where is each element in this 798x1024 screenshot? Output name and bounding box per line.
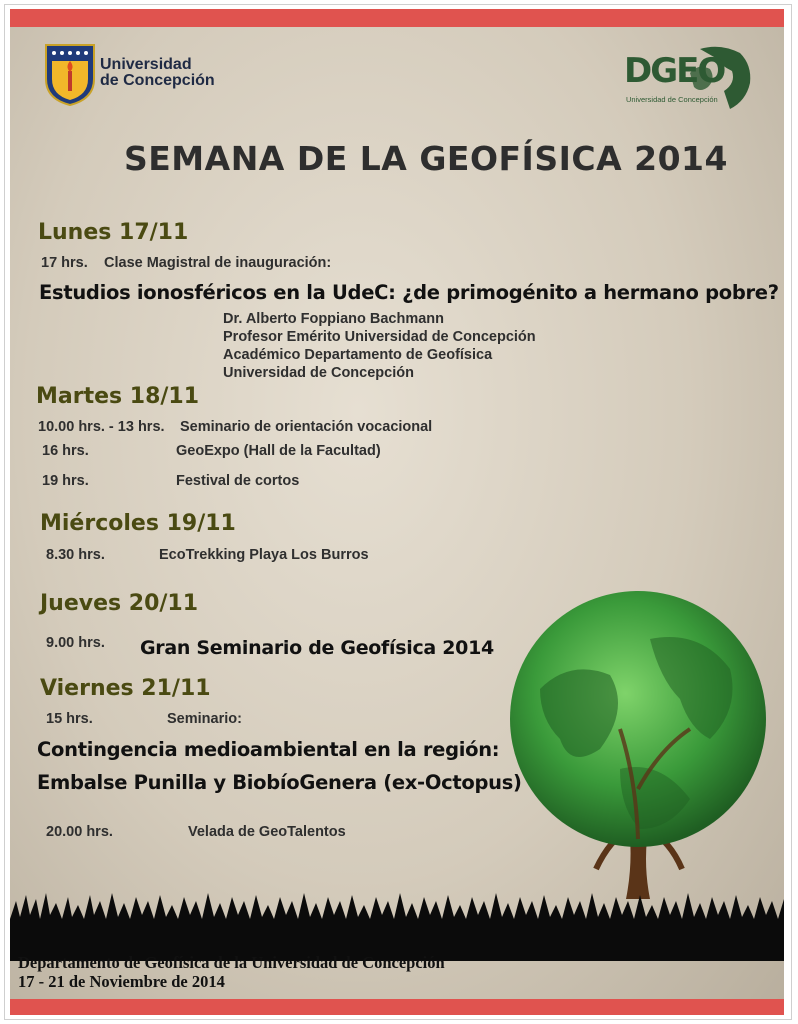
friday-time-2: 20.00 hrs. <box>46 824 113 840</box>
tuesday-event-3: Festival de cortos <box>176 473 300 489</box>
monday-time: 17 hrs. <box>41 255 88 271</box>
university-crest-icon <box>44 43 96 107</box>
dgeo-logo-text: DGEO <box>624 51 725 91</box>
day-heading-tuesday: Martes 18/11 <box>36 384 200 409</box>
monday-event: Clase Magistral de inauguración: <box>104 255 332 271</box>
dgeo-logo-subtitle: Universidad de Concepción <box>626 95 718 104</box>
tuesday-event-1: Seminario de orientación vocacional <box>180 419 433 435</box>
tuesday-time-2: 16 hrs. <box>42 443 89 459</box>
friday-talk-line-1: Contingencia medioambiental en la región: <box>37 738 500 761</box>
friday-time-1: 15 hrs. <box>46 711 93 727</box>
tree-globe-icon <box>500 579 780 909</box>
friday-event-1: Seminario: <box>167 711 242 727</box>
speaker-department: Académico Departamento de Geofísica <box>223 347 493 363</box>
wednesday-event: EcoTrekking Playa Los Burros <box>159 547 369 563</box>
tuesday-time-3: 19 hrs. <box>42 473 89 489</box>
tuesday-event-2: GeoExpo (Hall de la Facultad) <box>176 443 381 459</box>
footer-dates: 17 - 21 de Noviembre de 2014 <box>18 972 225 991</box>
speaker-university: Universidad de Concepción <box>223 365 414 381</box>
day-heading-thursday: Jueves 20/11 <box>40 591 199 616</box>
friday-talk-line-2: Embalse Punilla y BiobíoGenera (ex-Octopus) <box>37 771 522 794</box>
friday-event-2: Velada de GeoTalentos <box>188 824 346 840</box>
day-heading-wednesday: Miércoles 19/11 <box>40 511 236 536</box>
grass-silhouette <box>10 889 784 961</box>
thursday-time: 9.00 hrs. <box>46 635 105 651</box>
footer-department: Departamento de Geofísica de la Universidad de Concepción <box>18 953 445 972</box>
wednesday-time: 8.30 hrs. <box>46 547 105 563</box>
speaker-name: Dr. Alberto Foppiano Bachmann <box>223 311 445 327</box>
day-heading-friday: Viernes 21/11 <box>40 676 211 701</box>
university-name: Universidad de Concepción <box>100 56 215 89</box>
page-title: SEMANA DE LA GEOFÍSICA 2014 <box>124 139 728 178</box>
speaker-title: Profesor Emérito Universidad de Concepción <box>223 329 536 345</box>
tuesday-time-1: 10.00 hrs. - 13 hrs. <box>38 419 165 435</box>
top-accent-bar <box>10 9 784 27</box>
day-heading-monday: Lunes 17/11 <box>38 220 189 245</box>
monday-talk-title: Estudios ionosféricos en la UdeC: ¿de primogénito a hermano pobre? <box>39 281 779 304</box>
thursday-event: Gran Seminario de Geofísica 2014 <box>140 637 494 659</box>
poster <box>10 9 784 1015</box>
bottom-accent-bar <box>10 999 784 1015</box>
